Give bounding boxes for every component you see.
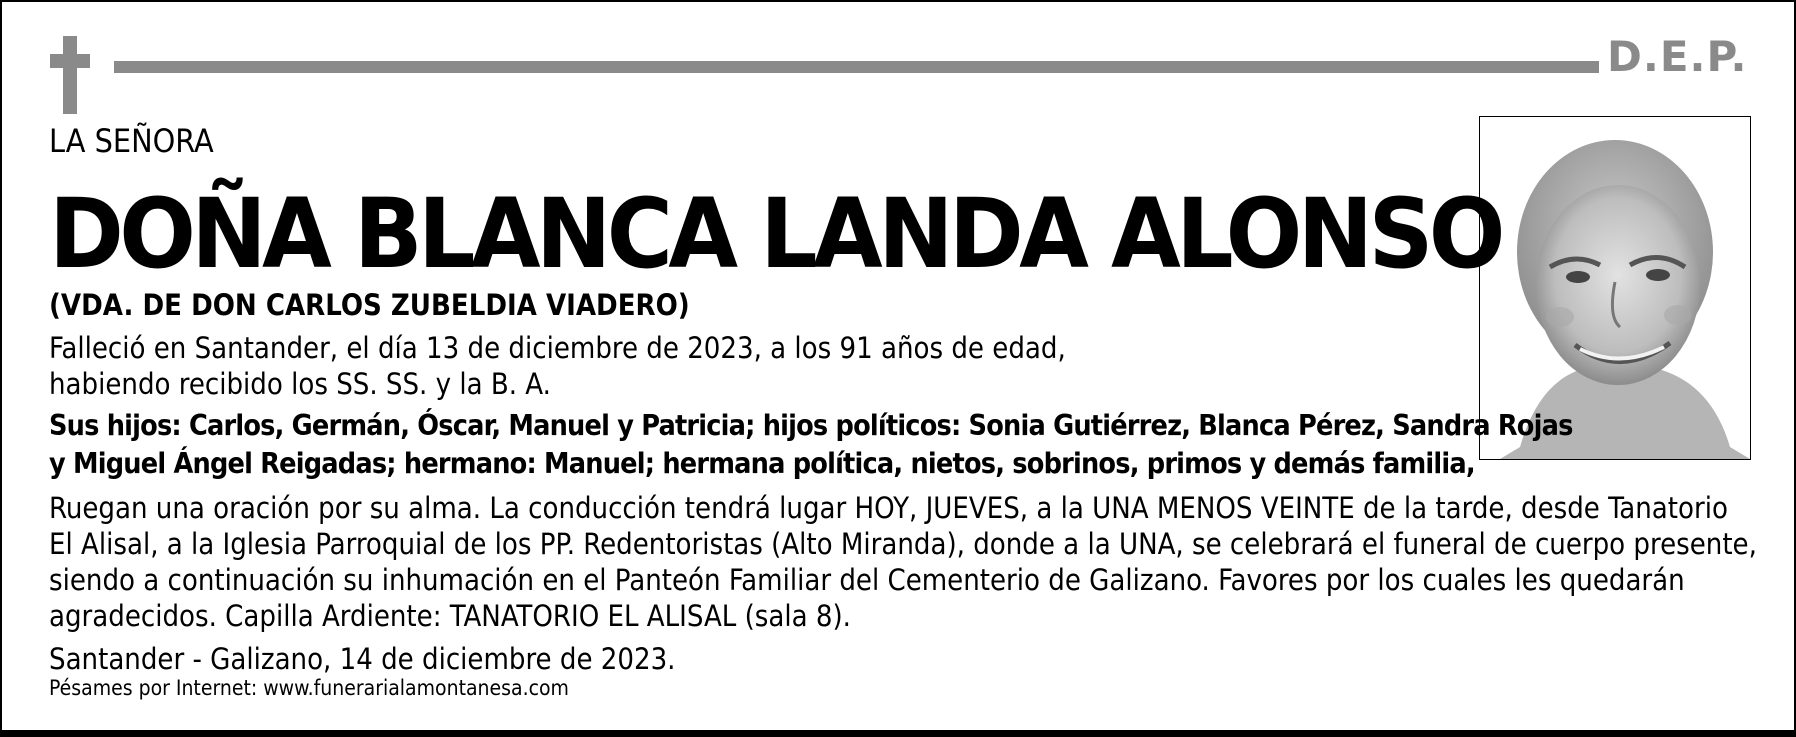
title-prefix: LA SEÑORA xyxy=(49,122,214,160)
family-list xyxy=(49,407,1573,483)
deceased-name: DOÑA BLANCA LANDA ALONSO xyxy=(49,178,1501,290)
death-line: habiendo recibido los SS. SS. y la B. A. xyxy=(49,367,551,401)
death-line: Falleció en Santander, el día 13 de diciembre de 2023, a los 91 años de edad, xyxy=(49,331,1066,365)
family-line: Sus hijos: Carlos, Germán, Óscar, Manuel y Patricia; hijos políticos: Sonia Gutiérrez, Blanca Pérez, Sandra Rojas xyxy=(49,409,1573,442)
condolences-link[interactable]: Pésames por Internet: www.funerarialamontanesa.com xyxy=(49,676,569,700)
cross-icon xyxy=(50,36,90,114)
prayer-line: Ruegan una oración por su alma. La conducción tendrá lugar HOY, JUEVES, a la UNA MENOS VEINTE de la tarde, desde Tanatorio xyxy=(49,491,1728,525)
header-rule xyxy=(114,61,1599,73)
widow-of: (VDA. DE DON CARLOS ZUBELDIA VIADERO) xyxy=(49,288,690,322)
prayer-text xyxy=(49,490,1757,634)
prayer-line: agradecidos. Capilla Ardiente: TANATORIO EL ALISAL (sala 8). xyxy=(49,599,851,633)
place-date: Santander - Galizano, 14 de diciembre de 2023. xyxy=(49,642,676,676)
dep-label: D.E.P. xyxy=(1607,32,1748,81)
prayer-line: siendo a continuación su inhumación en el Panteón Familiar del Cementerio de Galizano. Favores por los cuales les quedarán xyxy=(49,563,1685,597)
death-details xyxy=(49,330,1066,402)
family-line: y Miguel Ángel Reigadas; hermano: Manuel; hermana política, nietos, sobrinos, primos y demás familia, xyxy=(49,447,1475,480)
prayer-line: El Alisal, a la Iglesia Parroquial de los PP. Redentoristas (Alto Miranda), donde a la UNA, se celebrará el funeral de cuerpo presente, xyxy=(49,527,1757,561)
